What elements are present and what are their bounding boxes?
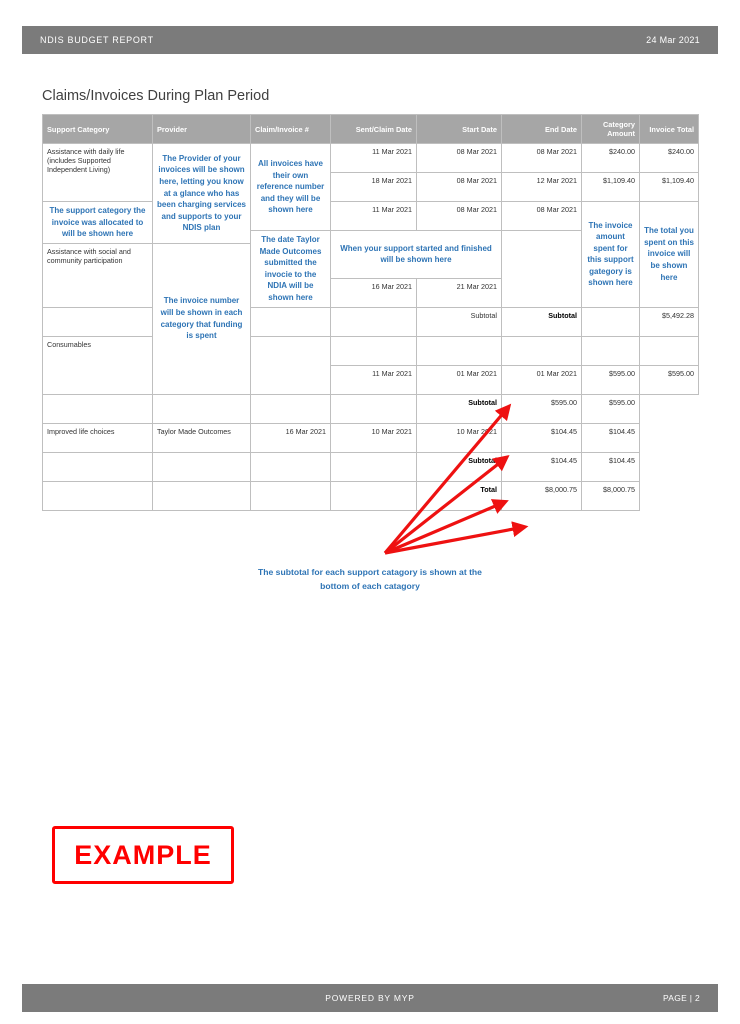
cell-category-amount: $1,109.40 — [582, 173, 640, 202]
subtotal-label: Subtotal — [417, 452, 502, 481]
cell-support-category: Assistance with social and community participation — [43, 243, 153, 307]
claims-invoices-table — [42, 114, 699, 511]
cell-end-date: 10 Mar 2021 — [417, 423, 502, 452]
cell-category-amount: $595.00 — [502, 394, 582, 423]
report-footer-bar — [22, 984, 718, 1012]
table-row — [43, 336, 699, 365]
report-header-date: 24 Mar 2021 — [646, 35, 700, 45]
cell-support-category — [43, 481, 153, 510]
column-header-claim-invoice: Claim/Invoice # — [251, 115, 331, 144]
cell-provider — [153, 452, 251, 481]
subtotal-label: Subtotal — [417, 394, 502, 423]
cell-provider — [153, 481, 251, 510]
cell-start-date — [331, 307, 417, 336]
cell-start-date: 08 Mar 2021 — [417, 202, 502, 231]
cell-sent-claim-date: 18 Mar 2021 — [331, 173, 417, 202]
annotation-sent-claim-date: The date Taylor Made Outcomes submitted the invocie to the NDIA will be shown here — [251, 231, 331, 308]
cell-invoice-total: $240.00 — [640, 144, 699, 173]
table-row — [43, 423, 699, 452]
cell-sent-claim-date — [251, 307, 331, 336]
annotation-claim-invoice-bottom: The invoice number will be shown in each category that funding is spent — [153, 243, 251, 394]
arrow-to-subtotal-3 — [385, 504, 500, 553]
annotation-claim-invoice-top: All invoices have their own reference number and they will be shown here — [251, 144, 331, 231]
column-header-start-date: Start Date — [417, 115, 502, 144]
table-row — [43, 202, 699, 231]
cell-category-amount — [582, 307, 640, 336]
annotation-support-category: The support category the invoice was allocated to will be shown here — [43, 202, 153, 244]
cell-provider: Taylor Made Outcomes — [153, 423, 251, 452]
cell-support-category: Consumables — [43, 336, 153, 394]
table-row — [43, 144, 699, 173]
column-header-support-category: Support Category — [43, 115, 153, 144]
footer-page-number: PAGE | 2 — [662, 993, 700, 1003]
cell-provider — [251, 336, 331, 394]
cell-end-date: 08 Mar 2021 — [502, 202, 582, 231]
cell-sent-claim-date: 11 Mar 2021 — [331, 365, 417, 394]
annotation-provider: The Provider of your invoices will be shown here, letting you know at a glance who has been charging services and supports to your NDIS plan — [153, 144, 251, 244]
cell-support-category — [43, 394, 153, 423]
footer-powered-by: POWERED BY MYP — [325, 993, 415, 1003]
column-header-provider: Provider — [153, 115, 251, 144]
cell-invoice-total: $8,000.75 — [582, 481, 640, 510]
annotation-subtotal-note: The subtotal for each support catagory is shown at the bottom of each catagory — [258, 567, 482, 591]
section-title: Claims/Invoices During Plan Period — [42, 88, 270, 104]
report-header-title: NDIS BUDGET REPORT — [40, 35, 154, 45]
cell-invoice-total: $104.45 — [582, 452, 640, 481]
annotation-category-amount: The invoice amount spent for this support gategory is shown here — [582, 202, 640, 308]
column-header-end-date: End Date — [502, 115, 582, 144]
cell-start-date — [331, 394, 417, 423]
total-label: Total — [417, 481, 502, 510]
example-stamp: EXAMPLE — [52, 826, 234, 884]
cell-invoice-total — [640, 336, 699, 365]
table-header-row — [43, 115, 699, 144]
cell-sent-claim-date: 16 Mar 2021 — [251, 423, 331, 452]
cell-start-date: 16 Mar 2021 — [331, 278, 417, 307]
arrow-to-total — [385, 528, 519, 553]
cell-start-date — [417, 336, 502, 365]
cell-support-category: Improved life choices — [43, 423, 153, 452]
cell-invoice-total: $595.00 — [582, 394, 640, 423]
cell-provider — [153, 394, 251, 423]
annotation-invoice-total: The total you spent on this invoice will be shown here — [640, 202, 699, 308]
subtotal-label: Subtotal — [502, 307, 582, 336]
cell-end-date: 01 Mar 2021 — [502, 365, 582, 394]
cell-sent-claim-date: 11 Mar 2021 — [331, 202, 417, 231]
column-header-sent-claim-date: Sent/Claim Date — [331, 115, 417, 144]
report-header-bar — [22, 26, 718, 54]
cell-end-date: 21 Mar 2021 — [417, 278, 502, 307]
cell-invoice-total: $104.45 — [582, 423, 640, 452]
cell-category-amount: $104.45 — [502, 423, 582, 452]
annotation-dates: When your support started and finished will be shown here — [331, 231, 502, 279]
cell-support-category — [43, 452, 153, 481]
cell-category-amount: $104.45 — [502, 452, 582, 481]
cell-start-date — [331, 481, 417, 510]
cell-start-date: 08 Mar 2021 — [417, 144, 502, 173]
cell-invoice-total: $595.00 — [640, 365, 699, 394]
table-row-subtotal — [43, 452, 699, 481]
cell-invoice-total: $1,109.40 — [640, 173, 699, 202]
table-row-total — [43, 481, 699, 510]
cell-end-date: Subtotal — [417, 307, 502, 336]
cell-start-date: 10 Mar 2021 — [331, 423, 417, 452]
cell-support-category — [43, 307, 153, 336]
cell-end-date: 08 Mar 2021 — [502, 144, 582, 173]
cell-sent-claim-date — [251, 394, 331, 423]
cell-sent-claim-date — [251, 452, 331, 481]
cell-start-date: 01 Mar 2021 — [417, 365, 502, 394]
cell-category-amount: $595.00 — [582, 365, 640, 394]
cell-sent-claim-date — [251, 481, 331, 510]
cell-end-date: 12 Mar 2021 — [502, 173, 582, 202]
cell-category-amount — [582, 336, 640, 365]
cell-start-date — [331, 452, 417, 481]
cell-sent-claim-date — [331, 336, 417, 365]
table-row-subtotal — [43, 394, 699, 423]
cell-end-date — [502, 336, 582, 365]
column-header-invoice-total: Invoice Total — [640, 115, 699, 144]
table-row-subtotal — [43, 307, 699, 336]
cell-support-category: Assistance with daily life (includes Supported Independent Living) — [43, 144, 153, 202]
cell-category-amount: $240.00 — [582, 144, 640, 173]
cell-invoice-total: $5,492.28 — [640, 307, 699, 336]
cell-start-date: 08 Mar 2021 — [417, 173, 502, 202]
cell-category-amount: $8,000.75 — [502, 481, 582, 510]
cell-sent-claim-date: 11 Mar 2021 — [331, 144, 417, 173]
column-header-category-amount: Category Amount — [582, 115, 640, 144]
